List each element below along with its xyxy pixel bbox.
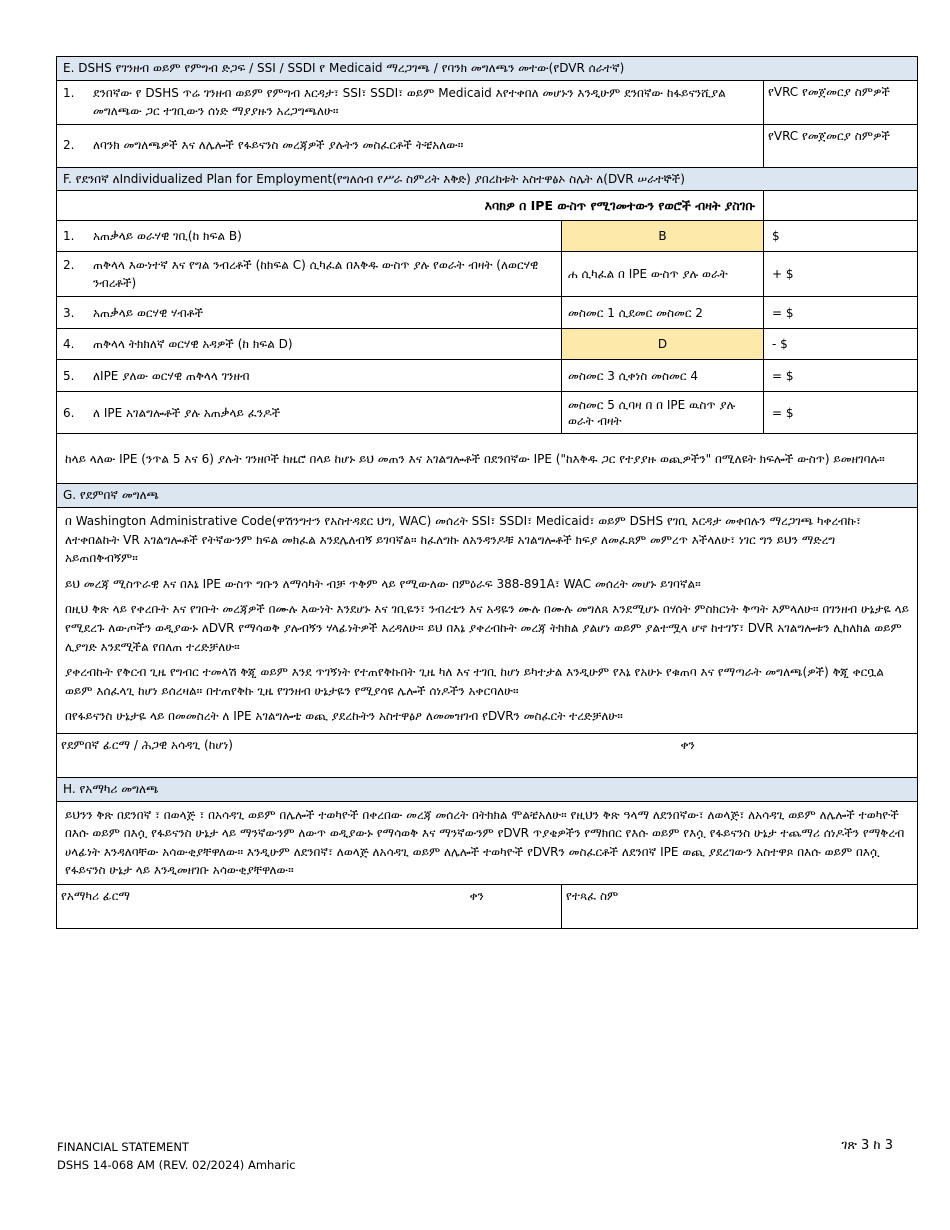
page-number: ገጽ 3 ከ 3 <box>841 1138 893 1153</box>
row-label: ጠቅላላ ትክክለኛ ወርሃዊ አዳዎች (ከ ክፍል D) <box>93 337 293 352</box>
section-f-header: F. የደንበኛ ለIndividualized Plan for Employment(የግለሰብ የሥራ ስምሪት እቅድ) ያበረከቱት አስተዋፅኦ ስሌት ለ(DVR ሠራተኞች) <box>57 167 918 191</box>
row-number: 2. <box>63 257 75 272</box>
amount-field-4[interactable]: - $ <box>764 329 918 360</box>
calc-cell-3: መስመር 1 ሲደመር መስመር 2 <box>562 297 764 329</box>
section-h-header: H. የአማካሪ መግለጫ <box>57 777 918 801</box>
client-statement-paragraph: በዚህ ቅጽ ላይ የቀረቡት እና የገቡት መረጃዎች በሙሉ እውነት እንደሆኑ እና ገቢዬን፣ ንብረቴን እና አዳዬን ሙሉ በሙሉ መግለጸ እንደሚሆኑ በሃሰት ምስክርነት ቅጣት እምላለሁ። በገንዘብ ሁኔታዬ ላይ የሚደረጉ ለውጦችን ወዲያውኑ ለDVR የማሳወቅ ያሉብኝን ሃላፊነትዎች እረዳለሁ። ይህ በእኔ ያቀረብኩት መረጃ ትክክል ያልሆነ ወይም ያልተሟላ ሆኖ ከተገኘ፣ DVR አገልግሎቱን ሊከለክል ወይም ሊያግድ እንደሚችል የበለጠ ተረድቻለሁ። <box>65 602 910 654</box>
item-text: ደንበኛው የ DSHS ጥሬ ገንዘብ ወይም የምግብ እርዳታ፣ SSI፣ SSDI፣ ወይም Medicaid እየተቀበለ መሆኑን እንዲሁም ደንበኛው ከፋይናንሺያል መግለጫው ጋር ተገቢውን ሰነድ ማያያዙን አረጋግጫለሁ። <box>93 85 726 119</box>
client-statement-text <box>57 507 918 733</box>
item-number: 2. <box>63 138 75 153</box>
section-e-header: E. DSHS የገንዘብ ወይም የምግብ ድጋፍ / SSI / SSDI የ Medicaid ማረጋገጫ / የባንክ መግለጫን መተው(የDVR ሰራተኛ) <box>57 57 918 81</box>
counselor-signature-field[interactable] <box>57 884 562 928</box>
row-number: 5. <box>63 368 75 383</box>
client-statement-paragraph: በየፋይናንስ ሁኔታዬ ላይ በመመስረት ለ IPE አገልግሎቴ ወጪ ያደረኩትን አስተዋፅዖ ለመመዝገብ የDVRን መስፈርት ተረድቻለሁ። <box>65 709 623 724</box>
client-statement-paragraph: በ Washington Administrative Code(ዋሽንግተን የአስተዳደር ህግ, WAC) መሰረት SSI፣ SSDI፣ Medicaid፣ ወይም DSHS የገቢ እርዳታ መቀበሉን ማረጋገጫ ካቀረብኩ፣ ለተቀበልኩት VR አገልግሎቶች የትኛውንም ክፍል መክፈል እንደሌለብኝ ይገባኛል። ከፈለግኩ ለአንዳንዶቹ አገልግሎቶች ክፍያ ለመፈጸም መምረጥ እችላለሁ፣ ነገር ግን ይህን ማድረግ አይጠበቅብኝም። <box>65 513 861 566</box>
client-statement-paragraph: ይህ መረጃ ሚስጥራዊ እና በእኔ IPE ውስጥ ግቡን ለማሳካት ብቻ ጥቅም ላይ የሚውለው በምዕራፍ 388-891A፣ WAC መሰረት መሆኑ ይገባኛል። <box>65 576 701 591</box>
calc-cell-6: መስመር 5 ሲባዛ በ በ IPE ዉስጥ ያሉ ወራት ብዛት <box>562 392 764 434</box>
amount-field-3[interactable]: = $ <box>764 297 918 329</box>
item-number: 1. <box>63 85 75 100</box>
printed-name-label: የተጻፈ ስም <box>566 888 619 903</box>
row-number: 1. <box>63 229 75 244</box>
row-label: ጠቅላላ እውነተኛ እና የግል ንብረቶች (ከክፍል C) ሲካፈል በእቅዱ ውስጥ ያሉ የወራት ብዛት (ለወርሃዊ ንብረቶች) <box>93 257 539 291</box>
client-signature-row[interactable] <box>57 733 918 777</box>
row-label: አጠቃላይ ወርሃዊ ሃብቶች <box>93 305 204 320</box>
vrc-initials-field-2[interactable]: የVRC የመጀመርያ ስምዎች <box>764 124 918 167</box>
counselor-statement-text: ይህንን ቅጽ በደንበኛ ፣ በወላጅ ፣ በአሳዳጊ ወይም በሌሎች ተወካዮች በቀረበው መረጃ መሰረት በትክክል ሞልቼአለሁ። የዚህን ቅጽ ዓላማ ለደንበኛው፣ ለወላጅ፣ ለአሳዳጊ ወይም ለሌሎች ተወካዮች በእሱ ወይም በእሷ የፋይናንስ ሁኔታ ላይ ማንኛውንም ለውጥ ወዲያውኑ የማሳወቅ እና ማንኛውንም የDVR ጥያቄዎችን የማክበር የእሱ ወይም የእሷ የፋይናንስ ሁኔታ ተጨማሪ ሰነዶችን የማቅረብ ሀላፊነት እንዳለባቸው አሳውቂያቸዋለው። እንዲሁም ለደንበኛ፣ ለወላጅ ለአሳዳጊ ወይም ለሌሎች ተወካዮች የDVRን መስፈርቶች ለደንበኛ IPE ወጪ ያደረገውን አስተዋጾ በእሱ ወይም በእሷ የፋይናንስ ሁኔታ ላይ እንዲመዘገቡ አሳውቂያቸዋለው። <box>57 801 918 884</box>
counselor-signature-label: የአማካሪ ፊርማ <box>61 888 130 903</box>
calc-cell-b: B <box>562 221 764 252</box>
row-label: አጠቃላይ ወራሃዊ ገቢ(ከ ክፍል B) <box>93 229 242 244</box>
footer-form-number: DSHS 14-068 AM (REV. 02/2024) Amharic <box>57 1158 296 1173</box>
months-in-ipe-label: እባክዎ በ IPE ውስጥ የሚገመተውን የወሮች ብዛት ያስገቡ <box>57 191 764 221</box>
footer-form-info <box>57 1138 296 1175</box>
printed-name-field[interactable] <box>562 884 918 928</box>
amount-field-5[interactable]: = $ <box>764 360 918 392</box>
section-f-note: ከላይ ላለው IPE (ንጥል 5 እና 6) ያሉት ገንዘቦች ከዜሮ በላይ ከሆኑ ይህ መጠን እና አገልግሎቶች በደንበኛው IPE ("ከእቅዱ ጋር የተያያዙ ወጪዎችን" በሚለዩት ክፍሎች ውስጥ) ይመዘገባሉ። <box>57 434 918 484</box>
footer-title: FINANCIAL STATEMENT <box>57 1140 189 1154</box>
row-label: ለ IPE አገልግሎቶች ያሉ አጠቃላይ ፈንዶች <box>93 405 281 420</box>
client-statement-paragraph: ያቀረብኩት የቅርብ ጊዜ የግብር ተመላሽ ቅጂ ወይም እንደ ጥገኝነት የተጠየቅኩበት ጊዜ ካለ እና ተገቢ ከሆነ ይካተታል እንዲሁም የእኔ የአሁኑ የቁጠባ እና የማጣራት መግለጫ(ዎች) ቅጂ ቀርቧል ወይም እሰፈላጊ ከሆነ ይሰረዛል። በተጠየቅኩ ጊዜ የገንዘብ ሁኔታዬን የሚያሳዩ ሌሎች ሰነዶችን አቀርባለሁ። <box>65 665 884 698</box>
item-text: ለባንክ መግለጫዎች እና ለሌሎች የፋይናንስ መረጃዎች ያሉትን መስፈርቶች ትቼአለው። <box>93 138 464 153</box>
client-signature-label: የደምበኛ ፊርማ / ሕጋዊ አሳዳጊ (ከሆነ) <box>61 737 233 752</box>
months-in-ipe-input[interactable] <box>764 191 918 221</box>
section-g-header: G. የደምበኛ መግለጫ <box>57 484 918 508</box>
section-e-item-2 <box>57 124 764 167</box>
counselor-date-label: ቀን <box>469 888 484 903</box>
row-number: 6. <box>63 405 75 420</box>
section-e-item-1 <box>57 80 764 124</box>
calc-cell-d: D <box>562 329 764 360</box>
row-number: 3. <box>63 305 75 320</box>
amount-field-2[interactable]: + $ <box>764 252 918 297</box>
financial-statement-form <box>56 56 918 929</box>
amount-field-1[interactable]: $ <box>764 221 918 252</box>
amount-field-6[interactable]: = $ <box>764 392 918 434</box>
row-number: 4. <box>63 337 75 352</box>
row-label: ለIPE ያለው ወርሃዊ ጠቅላላ ገንዘብ <box>93 368 250 383</box>
client-date-label: ቀን <box>680 737 695 752</box>
calc-cell-5: መስመር 3 ሲቀነስ መስመር 4 <box>562 360 764 392</box>
vrc-initials-field-1[interactable]: የVRC የመጀመርያ ስምዎች <box>764 80 918 124</box>
calc-cell-2: ሐ ሲካፈል በ IPE ውስጥ ያሉ ወራት <box>562 252 764 297</box>
